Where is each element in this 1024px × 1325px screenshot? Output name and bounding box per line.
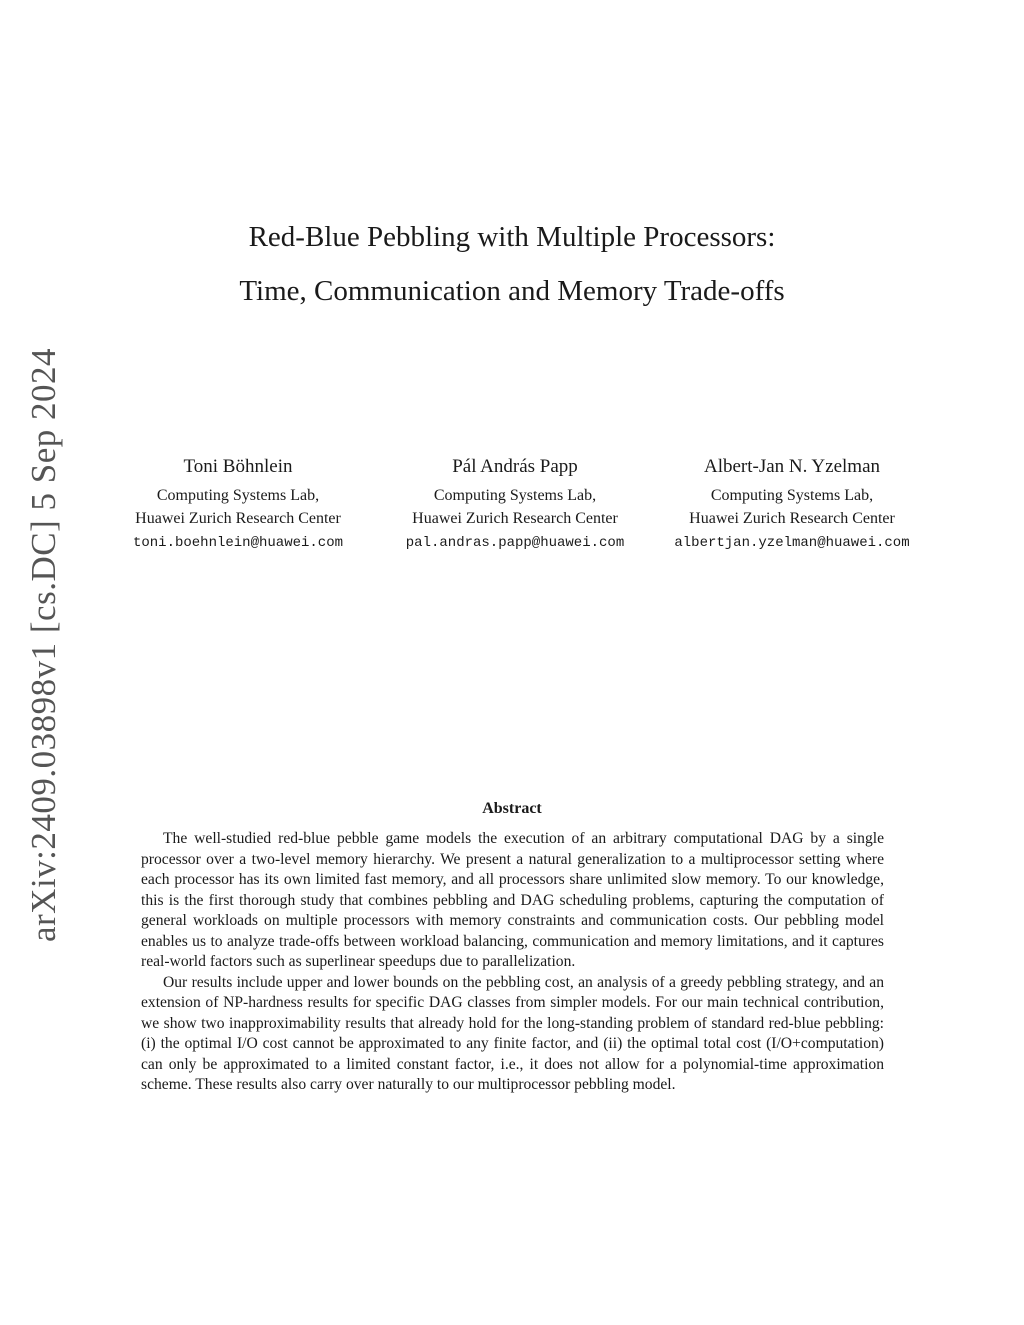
author-affiliation-lab: Computing Systems Lab, xyxy=(433,487,597,504)
author-name: Pál András Papp xyxy=(452,456,578,477)
abstract-paragraph-2: Our results include upper and lower bounds on the pebbling cost, an analysis of a greedy pebbling strategy, and an extension of NP-hardness results for specific DAG classes from simpler models. For our main technical contribution, we show two inapproximability results that already hold for the long-standing problem of standard red-blue pebbling: (i) the optimal I/O cost cannot be approximated to any finite factor, and (ii) the optimal total cost (I/O+computation) can only be approximated to a limited constant factor, i.e., it does not allow for a polynomial-time approximation scheme. These results also carry over naturally to our multiprocessor pebbling model. xyxy=(141,973,884,1093)
title-line-1: Red-Blue Pebbling with Multiple Processors: xyxy=(248,221,776,253)
author-1 xyxy=(100,453,376,556)
author-2 xyxy=(377,453,653,556)
author-name: Toni Böhnlein xyxy=(183,456,293,477)
author-affiliation-center: Huawei Zurich Research Center xyxy=(689,510,895,527)
author-email: pal.andras.papp@huawei.com xyxy=(405,535,625,551)
author-affiliation-center: Huawei Zurich Research Center xyxy=(412,510,618,527)
author-block xyxy=(100,453,930,556)
author-email: toni.boehnlein@huawei.com xyxy=(132,535,344,551)
author-affiliation-center: Huawei Zurich Research Center xyxy=(135,510,341,527)
arxiv-identifier-stamp xyxy=(4,347,84,943)
author-affiliation-lab: Computing Systems Lab, xyxy=(710,487,874,504)
paper-title xyxy=(0,210,1024,318)
abstract-body xyxy=(141,829,884,1096)
author-email: albertjan.yzelman@huawei.com xyxy=(674,535,910,551)
author-name: Albert-Jan N. Yzelman xyxy=(703,456,881,477)
abstract-paragraph-1: The well-studied red-blue pebble game models the execution of an arbitrary computational DAG by a single processor over a two-level memory hierarchy. We present a natural generalization to a multiprocessor setting where each processor has its own limited fast memory, and all processors share unlimited slow memory. To our knowledge, this is the first thorough study that combines pebbling and DAG scheduling problems, capturing the computation of general workloads on multiple processors with memory constraints and communication costs. Our pebbling model enables us to analyze trade-offs between workload balancing, communication and memory limitations, and it captures real-world factors such as superlinear speedups due to parallelization. xyxy=(141,830,884,970)
title-line-2: Time, Communication and Memory Trade-offs xyxy=(239,275,785,307)
arxiv-identifier-text: arXiv:2409.03898v1 [cs.DC] 5 Sep 2024 xyxy=(24,347,64,943)
author-3 xyxy=(654,453,930,556)
abstract-heading: Abstract xyxy=(482,800,542,817)
author-affiliation-lab: Computing Systems Lab, xyxy=(156,487,320,504)
